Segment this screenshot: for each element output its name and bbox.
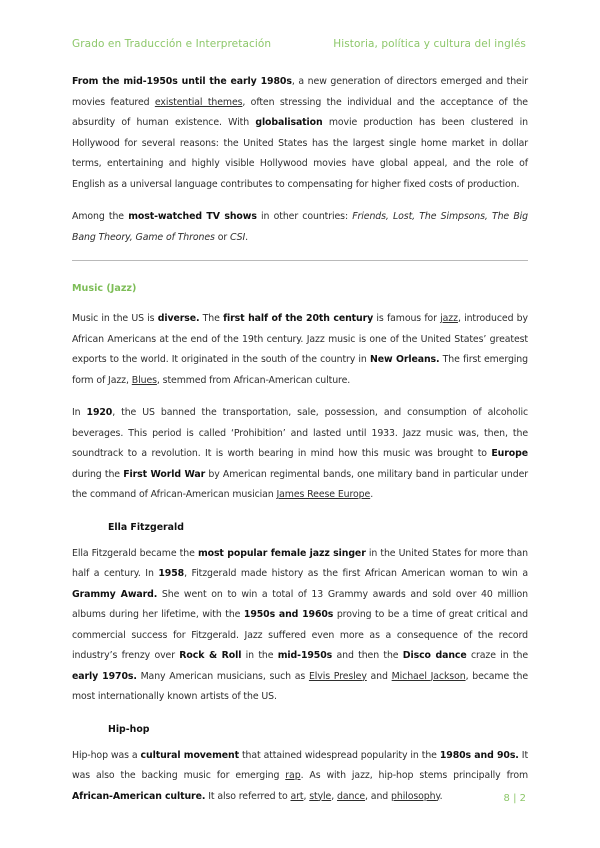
text: by American regimental bands, one military band in particular under the command of African-American musician	[72, 468, 528, 500]
bold-text: most-watched TV shows	[128, 211, 257, 222]
text: Music in the US is	[72, 313, 158, 324]
underlined-text: dance	[336, 790, 366, 802]
bold-text: New Orleans.	[369, 354, 440, 365]
paragraph-tv-shows	[72, 207, 528, 248]
text: craze in the	[466, 650, 528, 661]
underlined-text: style	[309, 790, 332, 802]
text: The	[199, 313, 224, 324]
text: .	[439, 790, 443, 802]
text: .	[245, 231, 249, 243]
bold-text: Disco dance	[402, 650, 467, 661]
text: ,	[331, 790, 337, 802]
text: She went on to win a total of 13 Grammy awards and sold over 40 million albums during her lifetime, with the	[72, 588, 528, 620]
header-right: Historia, política y cultura del inglés	[333, 38, 526, 50]
text: It was also the backing music for emerging	[72, 749, 529, 781]
subheading-hip-hop: Hip-hop	[108, 723, 150, 735]
text: . As with jazz, hip-hop stems principally from	[300, 770, 528, 781]
bold-text: Europe	[491, 448, 528, 459]
underlined-text: rap	[285, 770, 301, 781]
underlined-text: philosophy	[391, 790, 440, 802]
page-number: 8 | 2	[503, 793, 526, 804]
bold-text: Rock & Roll	[179, 650, 242, 661]
text: in the United States for more than half a century. In	[72, 547, 528, 579]
text: , the US banned the transportation, sale, possession, and consumption of alcoholic beverages. This period is called ‘Prohibition’ and lasted until 1933. Jazz music was, then, the soundtrack to a revolution. It is worth bearing in mind how this music was brought to	[72, 407, 529, 459]
text: Hip-hop was a	[72, 749, 141, 761]
text: that attained widespread popularity in the	[238, 749, 440, 761]
underlined-text: jazz	[440, 313, 458, 324]
text: , Fitzgerald made history as the first African American woman to win a	[184, 568, 528, 579]
bold-text: diverse.	[157, 313, 200, 324]
text: In	[72, 407, 87, 418]
text: , often stressing the individual and the acceptance of the absurdity of human existence. With	[72, 96, 528, 128]
bold-text: early 1970s.	[72, 670, 137, 682]
text: Among the	[72, 211, 129, 222]
text: .	[370, 489, 374, 500]
header-left: Grado en Traducción e Interpretación	[72, 38, 272, 50]
text: , stemmed from African-American culture.	[156, 374, 351, 386]
bold-text: African-American culture.	[72, 790, 206, 802]
bold-text: 1950s and 1960s	[243, 609, 334, 620]
paragraph-hip-hop	[72, 746, 528, 808]
text: and	[366, 670, 392, 682]
bold-text: mid-1950s	[277, 650, 333, 661]
bold-text: most popular female jazz singer	[197, 547, 366, 559]
bold-text: cultural movement	[140, 749, 239, 761]
paragraph-jazz	[72, 309, 528, 391]
text: Ella Fitzgerald became the	[72, 547, 198, 559]
text: , a new generation of directors emerged and their movies featured	[72, 76, 528, 108]
text: It also referred to	[205, 790, 291, 802]
underlined-text: art	[290, 790, 304, 802]
underlined-text: James Reese Europe	[276, 489, 371, 500]
underlined-text: Blues	[131, 374, 157, 386]
text: Many American musicians, such as	[136, 670, 309, 682]
text: in the	[241, 650, 278, 661]
bold-text: 1980s and 90s.	[439, 749, 519, 761]
bold-text: globalisation	[255, 117, 323, 128]
underlined-text: Elvis Presley	[308, 670, 367, 682]
text: during the	[72, 468, 124, 480]
text: movie production has been clustered in Hollywood for several reasons: the United States has the largest single home market in dollar terms, entertaining and highly visible Hollywood movies have global appeal, and the role of English as a universal language contributes to compensating for higher fixed costs of production.	[72, 117, 528, 190]
paragraph-cinema	[72, 72, 528, 195]
text: , became the most internationally known artists of the US.	[72, 670, 528, 702]
italic-text: Friends, Lost, The Simpsons, The Big Bang Theory, Game of Thrones	[72, 211, 529, 243]
page-content	[72, 72, 528, 819]
underlined-text: existential themes	[154, 96, 243, 108]
text: or	[214, 231, 230, 243]
paragraph-ella-fitzgerald	[72, 544, 528, 708]
bold-text: From the mid-1950s until the early 1980s	[72, 76, 292, 87]
section-divider	[72, 260, 528, 261]
text: The first emerging form of Jazz,	[72, 354, 528, 386]
text: in other countries:	[256, 211, 353, 222]
underlined-text: Michael Jackson	[391, 670, 466, 682]
bold-text: First World War	[123, 468, 206, 480]
italic-text: CSI	[229, 231, 246, 243]
subheading-ella-fitzgerald: Ella Fitzgerald	[108, 521, 184, 533]
text: proving to be a time of great critical and commercial success for Fitzgerald. Jazz suffered even more as a consequence of the record industry’s frenzy over	[72, 609, 528, 661]
bold-text: first half of the 20th century	[223, 313, 374, 324]
bold-text: Grammy Award.	[72, 588, 158, 600]
paragraph-prohibition	[72, 403, 528, 506]
text: is famous for	[373, 313, 441, 324]
section-title-music: Music (Jazz)	[72, 283, 137, 294]
bold-text: 1920	[86, 407, 113, 418]
bold-text: 1958	[158, 568, 185, 579]
text: and then the	[332, 650, 403, 661]
text: ,	[303, 790, 310, 802]
text: , introduced by African Americans at the end of the 19th century. Jazz music is one of the United States’ greatest exports to the world. It originated in the south of the country in	[72, 313, 528, 365]
text: , and	[365, 790, 392, 802]
